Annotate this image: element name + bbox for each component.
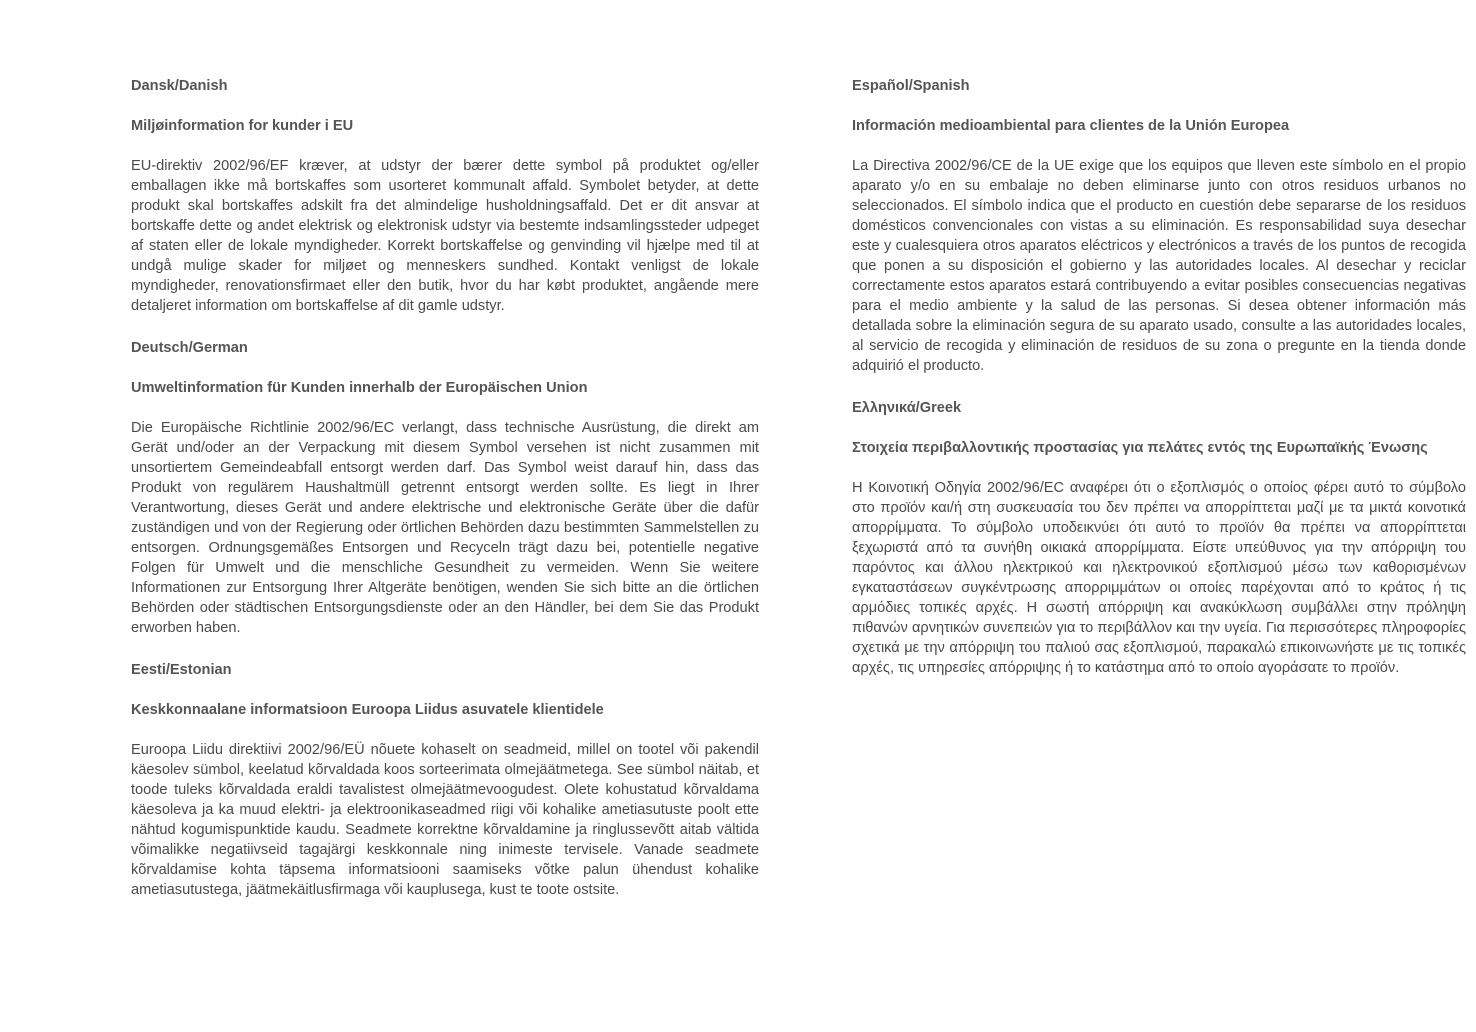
section-body: Die Europäische Richtlinie 2002/96/EC verlangt, dass technische Ausrüstung, die direkt am Gerät und/oder an der Verpackung mit diesem Symbol versehen ist nicht zusammen mit unsortiertem Gemeindeabfall entsorgt werden darf. Das Symbol weist darauf hin, dass das Produkt von regulärem Haushaltmüll getrennt entsorgt werden sollte. Es liegt in Ihrer Verantwortung, dieses Gerät und andere elektrische und elektronische Geräte über die dafür zuständigen und von der Regierung oder örtlichen Behörden dazu bestimmten Sammelstellen zu entsorgen. Ordnungsgemäßes Entsorgen und Recyceln trägt dazu bei, potentielle negative Folgen für Umwelt und die menschliche Gesundheit zu vermeiden. Wenn Sie weitere Informationen zur Entsorgung Ihrer Altgeräte benötigen, wenden Sie sich bitte an die örtlichen Behörden oder städtischen Entsorgungsdienste oder an den Händler, bei dem Sie das Produkt erworben haben. [131, 420, 759, 636]
section-heading: Umweltinformation für Kunden innerhalb der Europäischen Union [131, 380, 588, 396]
section-heading: Miljøinformation for kunder i EU [131, 118, 354, 134]
section-german [131, 338, 759, 638]
section-greek [852, 398, 1466, 678]
section-spanish [852, 76, 1466, 376]
language-label: Deutsch/German [131, 340, 248, 356]
right-column [852, 76, 1466, 700]
section-body: La Directiva 2002/96/CE de la UE exige que los equipos que lleven este símbolo en el propio aparato y/o en su embalaje no deben eliminarse junto con otros residuos urbanos no seleccionados. El símbolo indica que el producto en cuestión debe separarse de los residuos domésticos convencionales con vistas a su eliminación. Es responsabilidad suya desechar este y cualesquiera otros aparatos eléctricos y electrónicos a través de los puntos de recogida que ponen a su disposición el gobierno y las autoridades locales. Al desechar y reciclar correctamente estos aparatos estará contribuyendo a evitar posibles consecuencias negativas para el medio ambiente y la salud de las personas. Si desea obtener información más detallada sobre la eliminación segura de su aparato usado, consulte a las autoridades locales, al servicio de recogida y eliminación de residuos de su zona o pregunte en la tienda donde adquirió el producto. [852, 158, 1466, 374]
section-body: Euroopa Liidu direktiivi 2002/96/EÜ nõuete kohaselt on seadmeid, millel on tootel või pakendil käesolev sümbol, keelatud kõrvaldada koos sorteerimata olmejäätmetega. See sümbol näitab, et toode tuleks kõrvaldada eraldi tavalistest olmejäätmevoogudest. Olete kohustatud kõrvaldama käesoleva ja ka muud elektri- ja elektroonikaseadmed riigi või kohalike ametiasutuste poolt ette nähtud kogumispunktide kaudu. Seadmete korrektne kõrvaldamine ja ringlussevõtt aitab vältida võimalikke negatiivseid tagajärgi keskkonnale ning inimeste tervisele. Vanade seadmete kõrvaldamise kohta täpsema informatsiooni saamiseks võtke palun ühendust kohalike ametiasutustega, jäätmekäitlusfirmaga või kauplusega, kust te toote ostsite. [131, 742, 759, 898]
language-label: Eesti/Estonian [131, 662, 232, 678]
left-column [131, 76, 759, 922]
section-heading: Información medioambiental para clientes de la Unión Europea [852, 118, 1290, 134]
section-body: EU-direktiv 2002/96/EF kræver, at udstyr der bærer dette symbol på produktet og/eller emballagen ikke må bortskaffes som usorteret kommunalt affald. Symbolet betyder, at dette produkt skal bortskaffes adskilt fra det almindelige husholdningsaffald. Det er dit ansvar at bortskaffe dette og andet elektrisk og elektronisk udstyr via bestemte indsamlingssteder udpeget af staten eller de lokale myndigheder. Korrekt bortskaffelse og genvinding vil hjælpe med til at undgå mulige skader for miljøet og menneskers sundhed. Kontakt venligst de lokale myndigheder, renovationsfirmaet eller den butik, hvor du har købt produktet, angående mere detaljeret information om bortskaffelse af dit gamle udstyr. [131, 158, 759, 314]
section-heading: Keskkonnaalane informatsioon Euroopa Liidus asuvatele klientidele [131, 702, 604, 718]
language-label: Dansk/Danish [131, 78, 228, 94]
section-body: Η Κοινοτική Οδηγία 2002/96/EC αναφέρει ότι ο εξοπλισμός ο οποίος φέρει αυτό το σύμβολο στο προϊόν και/ή στη συσκευασία του δεν πρέπει να απορρίπτεται μαζί με τα μικτά κοινοτικά απορρίμματα. Το σύμβολο υποδεικνύει ότι αυτό το προϊόν θα πρέπει να απορρίπτεται ξεχωριστά από τα συνήθη οικιακά απορρίμματα. Είστε υπεύθυνος για την απόρριψη του παρόντος και άλλου ηλεκτρικού και ηλεκτρονικού εξοπλισμού μέσω των καθορισμένων εγκαταστάσεων συγκέντρωσης απορριμμάτων οι οποίες παρέχονται από το κράτος ή τις αρμόδιες τοπικές αρχές. Η σωστή απόρριψη και ανακύκλωση συμβάλλει στην πρόληψη πιθανών αρνητικών συνεπειών για το περιβάλλον και την υγεία. Για περισσότερες πληροφορίες σχετικά με την απόρριψη του παλιού σας εξοπλισμού, παρακαλώ επικοινωνήστε με τις τοπικές αρχές, τις υπηρεσίες απόρριψης ή το κατάστημα από το οποίο αγοράσατε το προϊόν. [852, 480, 1466, 676]
section-danish [131, 76, 759, 316]
language-label: Español/Spanish [852, 78, 970, 94]
section-heading: Στοιχεία περιβαλλοντικής προστασίας για πελάτες εντός της Ευρωπαϊκής Ένωσης [852, 440, 1428, 456]
section-estonian [131, 660, 759, 900]
language-label: Ελληνικά/Greek [852, 400, 962, 416]
